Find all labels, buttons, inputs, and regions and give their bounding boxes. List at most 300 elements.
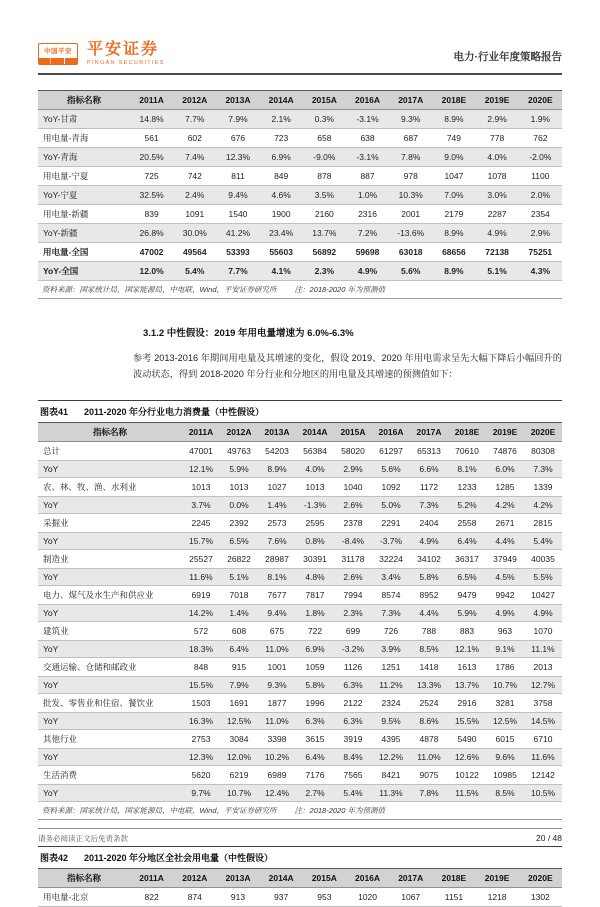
table-cell: 1070 (524, 621, 562, 640)
column-header: 2014A (260, 868, 303, 887)
table-cell: 11.0% (258, 640, 296, 657)
table-cell: 9.0% (432, 147, 475, 166)
table-cell: 4878 (410, 729, 448, 748)
table-province-electricity-continued (38, 90, 562, 281)
table-cell: 7.3% (524, 460, 562, 477)
table-cell: 2815 (524, 513, 562, 532)
table-cell: 36317 (448, 549, 486, 568)
table-cell: 32.5% (130, 185, 173, 204)
table-cell: 8.5% (410, 640, 448, 657)
row-label: YoY (38, 640, 182, 657)
table-cell: 7565 (334, 765, 372, 784)
table-cell: 1339 (524, 477, 562, 496)
table-cell: 4.2% (524, 496, 562, 513)
table-cell: 4.6% (260, 185, 303, 204)
table-cell: 10.5% (524, 784, 562, 801)
table-cell: 2392 (220, 513, 258, 532)
table-cell: 12.2% (372, 748, 410, 765)
table-cell: 7018 (220, 585, 258, 604)
table-cell: 2.9% (476, 109, 519, 128)
table-cell: 676 (216, 128, 259, 147)
table-cell: 70610 (448, 441, 486, 460)
table-cell: 1233 (448, 477, 486, 496)
table-cell: -13.6% (389, 223, 432, 242)
row-label: 生活消费 (38, 765, 182, 784)
table-row (38, 784, 562, 801)
table-cell: 5.1% (220, 568, 258, 585)
table-cell: 839 (130, 204, 173, 223)
column-header: 2013A (216, 868, 259, 887)
table-cell: 53393 (216, 242, 259, 261)
table-row (38, 657, 562, 676)
table-cell: 2753 (182, 729, 220, 748)
table-row (38, 223, 562, 242)
table-cell: 5.4% (334, 784, 372, 801)
table-cell: 41.2% (216, 223, 259, 242)
table-cell: 9.7% (182, 784, 220, 801)
table-cell: 20.5% (130, 147, 173, 166)
column-header: 2011A (182, 422, 220, 441)
table-cell: 687 (389, 128, 432, 147)
table-cell: 887 (346, 166, 389, 185)
table-cell: 2122 (334, 693, 372, 712)
table-cell: 1996 (296, 693, 334, 712)
row-label: YoY-宁夏 (38, 185, 130, 204)
table-row (38, 261, 562, 280)
table-row (38, 128, 562, 147)
column-header: 2016A (346, 90, 389, 109)
table-cell: 11.3% (372, 784, 410, 801)
table-cell: 6219 (220, 765, 258, 784)
table-row (38, 765, 562, 784)
table-cell: 937 (260, 887, 303, 906)
pingan-logo (38, 42, 165, 66)
table-cell: 4.4% (486, 532, 524, 549)
table-cell: 9.5% (372, 712, 410, 729)
table-cell: 0.8% (296, 532, 334, 549)
column-header: 2020E (524, 422, 562, 441)
table-cell: 4.4% (410, 604, 448, 621)
row-label: YoY (38, 604, 182, 621)
table-row (38, 748, 562, 765)
footer-disclaimer: 请务必阅读正文后免责条款 (38, 834, 128, 843)
table-cell: 5620 (182, 765, 220, 784)
page-content (38, 90, 562, 907)
table-cell: 11.5% (448, 784, 486, 801)
table-cell: 2.6% (334, 496, 372, 513)
table-cell: 65313 (410, 441, 448, 460)
column-header: 2018E (448, 422, 486, 441)
table-cell: 5.9% (220, 460, 258, 477)
column-header: 2015A (303, 868, 346, 887)
row-label: 用电量-新疆 (38, 204, 130, 223)
table-cell: 4.0% (476, 147, 519, 166)
table-cell: 3615 (296, 729, 334, 748)
table-cell: 849 (260, 166, 303, 185)
table-row (38, 568, 562, 585)
table-cell: 5.6% (372, 460, 410, 477)
table-cell: 34102 (410, 549, 448, 568)
row-label: 用电量-北京 (38, 887, 130, 906)
table-cell: 1877 (258, 693, 296, 712)
table-cell: 10.7% (486, 676, 524, 693)
table-cell: 8.5% (486, 784, 524, 801)
section-paragraph: 参考 2013-2016 年期间用电量及其增速的变化，假设 2019、2020 年用电需求呈先大幅下降后小幅回升的波动状态，得到 2018-2020 年分行业和分地区的用电量及其增速的预测值如下： (133, 352, 562, 380)
row-label: 电力、煤气及水生产和供应业 (38, 585, 182, 604)
table-cell: 638 (346, 128, 389, 147)
table-cell: 7.2% (346, 223, 389, 242)
table-row (38, 513, 562, 532)
row-label: 交通运输、仓储和邮政业 (38, 657, 182, 676)
table-cell: 18.3% (182, 640, 220, 657)
table-cell: 1092 (372, 477, 410, 496)
table-cell: 0.0% (220, 496, 258, 513)
table-cell: 1078 (476, 166, 519, 185)
table-cell: 13.7% (303, 223, 346, 242)
column-header: 2014A (296, 422, 334, 441)
table-cell: -3.1% (346, 147, 389, 166)
table-row (38, 109, 562, 128)
table-cell: 6.4% (448, 532, 486, 549)
table-cell: 8952 (410, 585, 448, 604)
table-row (38, 204, 562, 223)
table-cell: 15.5% (448, 712, 486, 729)
column-header: 2016A (346, 868, 389, 887)
table-cell: 72138 (476, 242, 519, 261)
table-cell: 7.9% (220, 676, 258, 693)
table-cell: 1091 (173, 204, 216, 223)
table-cell: 726 (372, 621, 410, 640)
table-cell: 2.1% (260, 109, 303, 128)
table-cell: 6.3% (334, 676, 372, 693)
table-cell: 55603 (260, 242, 303, 261)
row-label: YoY (38, 676, 182, 693)
table-row (38, 712, 562, 729)
table-cell: 1013 (296, 477, 334, 496)
table-header-row (38, 422, 562, 441)
table-cell: 1013 (182, 477, 220, 496)
table-cell: 25527 (182, 549, 220, 568)
table-industry-consumption (38, 422, 562, 802)
table-cell: 12.4% (258, 784, 296, 801)
table-cell: 6919 (182, 585, 220, 604)
table-cell: 9.3% (389, 109, 432, 128)
table-cell: 14.5% (524, 712, 562, 729)
table-cell: 7.3% (410, 496, 448, 513)
table-cell: 12.3% (216, 147, 259, 166)
table-cell: 6.5% (220, 532, 258, 549)
table-cell: 74876 (486, 441, 524, 460)
table-cell: 602 (173, 128, 216, 147)
table-cell: 2316 (346, 204, 389, 223)
table-cell: 874 (173, 887, 216, 906)
column-header: 2015A (334, 422, 372, 441)
table-cell: 10122 (448, 765, 486, 784)
column-header: 指标名称 (38, 422, 182, 441)
column-header: 2011A (130, 868, 173, 887)
column-header: 2016A (372, 422, 410, 441)
column-header: 2019E (486, 422, 524, 441)
forecast-note: 注：2018-2020 年为预测值 (294, 284, 385, 294)
table-cell: 7.8% (410, 784, 448, 801)
table-cell: 61297 (372, 441, 410, 460)
column-header: 2018E (432, 90, 475, 109)
table-cell: 11.2% (372, 676, 410, 693)
table-cell: 6.9% (260, 147, 303, 166)
chart41-block (38, 400, 562, 820)
column-header: 指标名称 (38, 868, 130, 887)
table-cell: 742 (173, 166, 216, 185)
chart42-caption (38, 846, 562, 868)
table-cell: 2013 (524, 657, 562, 676)
table-cell: 8421 (372, 765, 410, 784)
table-cell: 1027 (258, 477, 296, 496)
section-312 (133, 325, 562, 383)
table-row (38, 585, 562, 604)
row-label: YoY-全国 (38, 261, 130, 280)
row-label: YoY (38, 532, 182, 549)
table-cell: 848 (182, 657, 220, 676)
table-cell: 10.2% (258, 748, 296, 765)
table-cell: 1613 (448, 657, 486, 676)
table-cell: 8.4% (334, 748, 372, 765)
table-region-consumption (38, 868, 562, 907)
table-cell: 1251 (372, 657, 410, 676)
table-cell: 2.4% (173, 185, 216, 204)
table-cell: 572 (182, 621, 220, 640)
table-cell: 1172 (410, 477, 448, 496)
table-row (38, 887, 562, 906)
brand-subtitle: PINGAN SECURITIES (87, 59, 165, 66)
table-cell: 4395 (372, 729, 410, 748)
table-cell: 11.6% (182, 568, 220, 585)
table-cell: 778 (476, 128, 519, 147)
column-header: 2017A (410, 422, 448, 441)
table-cell: 1302 (519, 887, 562, 906)
table-cell: -3.2% (334, 640, 372, 657)
table-cell: 47001 (182, 441, 220, 460)
table-cell: 749 (432, 128, 475, 147)
table-cell: 9075 (410, 765, 448, 784)
source-note (38, 802, 562, 820)
table-cell: 4.9% (346, 261, 389, 280)
row-label: 总计 (38, 441, 182, 460)
table-cell: 6.4% (296, 748, 334, 765)
table-cell: 1418 (410, 657, 448, 676)
table-cell: 963 (486, 621, 524, 640)
table-cell: 10985 (486, 765, 524, 784)
table-cell: 7.8% (389, 147, 432, 166)
source-note (38, 281, 562, 299)
table-cell: 7.6% (258, 532, 296, 549)
table-row (38, 676, 562, 693)
table-cell: 10.7% (220, 784, 258, 801)
table-cell: 3919 (334, 729, 372, 748)
row-label: 农、林、牧、渔、水利业 (38, 477, 182, 496)
brand-block (87, 42, 165, 66)
table-cell: 6.9% (296, 640, 334, 657)
table-cell: 675 (258, 621, 296, 640)
table-cell: 11.0% (410, 748, 448, 765)
pingan-badge-icon (38, 43, 78, 65)
table-cell: -2.0% (519, 147, 562, 166)
brand-name: 平安证券 (87, 41, 160, 58)
table-cell: 3.4% (372, 568, 410, 585)
table-cell: 9942 (486, 585, 524, 604)
column-header: 2020E (519, 868, 562, 887)
column-header: 2017A (389, 868, 432, 887)
table-cell: 1001 (258, 657, 296, 676)
table-cell: 54203 (258, 441, 296, 460)
table-cell: 1067 (389, 887, 432, 906)
table-cell: 2.7% (296, 784, 334, 801)
chart41-caption-title: 2011-2020 年分行业电力消费量（中性假设） (84, 406, 265, 417)
table-cell: 8574 (372, 585, 410, 604)
table-cell: 2.0% (519, 185, 562, 204)
table-cell: 1040 (334, 477, 372, 496)
table-cell: 2287 (476, 204, 519, 223)
table-cell: 4.3% (519, 261, 562, 280)
table-row (38, 477, 562, 496)
table-cell: 8.9% (258, 460, 296, 477)
table-cell: 59698 (346, 242, 389, 261)
table-cell: 5.6% (389, 261, 432, 280)
table-cell: 6.0% (486, 460, 524, 477)
table-cell: 49564 (173, 242, 216, 261)
table-cell: 6015 (486, 729, 524, 748)
table-cell: -3.7% (372, 532, 410, 549)
column-header: 2019E (476, 90, 519, 109)
table-cell: 12.1% (448, 640, 486, 657)
table-cell: 12.6% (448, 748, 486, 765)
table-cell: 1503 (182, 693, 220, 712)
badge-text: 中国平安 (44, 48, 72, 56)
table-cell: -8.4% (334, 532, 372, 549)
table-cell: 12.1% (182, 460, 220, 477)
table-cell: 7.3% (372, 604, 410, 621)
table-cell: 30.0% (173, 223, 216, 242)
table-cell: 699 (334, 621, 372, 640)
table-cell: 3.9% (372, 640, 410, 657)
row-label: 建筑业 (38, 621, 182, 640)
table-cell: 5.5% (524, 568, 562, 585)
table-cell: 8.1% (448, 460, 486, 477)
table-cell: 7176 (296, 765, 334, 784)
table-cell: 2291 (372, 513, 410, 532)
table-cell: 8.6% (410, 712, 448, 729)
row-label: 其他行业 (38, 729, 182, 748)
table-cell: 5.8% (410, 568, 448, 585)
table-cell: 7.7% (173, 109, 216, 128)
table-cell: 14.2% (182, 604, 220, 621)
table-cell: 8.9% (432, 109, 475, 128)
table-cell: 16.3% (182, 712, 220, 729)
table-cell: 915 (220, 657, 258, 676)
chart42-caption-title: 2011-2020 年分地区全社会用电量（中性假设） (84, 852, 274, 863)
page-header (38, 42, 562, 75)
table-cell: 7817 (296, 585, 334, 604)
table-cell: 658 (303, 128, 346, 147)
table-cell: 1786 (486, 657, 524, 676)
row-label: 采掘业 (38, 513, 182, 532)
table-cell: 3281 (486, 693, 524, 712)
row-label: 用电量-青海 (38, 128, 130, 147)
table-cell: 2671 (486, 513, 524, 532)
table-cell: 5.1% (476, 261, 519, 280)
table-row (38, 549, 562, 568)
table-cell: 12.5% (486, 712, 524, 729)
table-cell: 15.7% (182, 532, 220, 549)
chart42-caption-label: 图表42 (40, 852, 69, 863)
table-cell: 608 (220, 621, 258, 640)
table-cell: 4.1% (260, 261, 303, 280)
column-header: 2017A (389, 90, 432, 109)
table-row (38, 185, 562, 204)
table-cell: 811 (216, 166, 259, 185)
table-cell: 9.3% (258, 676, 296, 693)
row-label: YoY (38, 496, 182, 513)
column-header: 2019E (476, 868, 519, 887)
table-cell: 1.9% (519, 109, 562, 128)
table-cell: 4.9% (524, 604, 562, 621)
table-cell: 2.9% (519, 223, 562, 242)
column-header: 2013A (258, 422, 296, 441)
table-cell: 953 (303, 887, 346, 906)
table-cell: 722 (296, 621, 334, 640)
table-cell: 1047 (432, 166, 475, 185)
chart41-caption (38, 400, 562, 422)
table-cell: 11.6% (524, 748, 562, 765)
table-cell: 762 (519, 128, 562, 147)
table-cell: 1151 (432, 887, 475, 906)
row-label: YoY (38, 712, 182, 729)
column-header: 2012A (173, 90, 216, 109)
column-header: 2020E (519, 90, 562, 109)
table-cell: 1218 (476, 887, 519, 906)
table-cell: 3084 (220, 729, 258, 748)
table-cell: 6.6% (410, 460, 448, 477)
row-label: YoY (38, 568, 182, 585)
table-cell: 15.5% (182, 676, 220, 693)
table-cell: 63018 (389, 242, 432, 261)
table-cell: 80308 (524, 441, 562, 460)
row-label: YoY (38, 748, 182, 765)
table-cell: 3.0% (476, 185, 519, 204)
table-cell: 4.2% (486, 496, 524, 513)
table-cell: -9.0% (303, 147, 346, 166)
table-cell: 1691 (220, 693, 258, 712)
row-label: YoY (38, 460, 182, 477)
table-cell: 1540 (216, 204, 259, 223)
table-cell: 2.6% (334, 568, 372, 585)
table-row (38, 147, 562, 166)
table-cell: 883 (448, 621, 486, 640)
table-cell: 5.9% (448, 604, 486, 621)
column-header: 2012A (173, 868, 216, 887)
table-cell: 31178 (334, 549, 372, 568)
table-cell: 2573 (258, 513, 296, 532)
table-row (38, 532, 562, 549)
report-page (0, 41, 600, 902)
table-cell: 7.7% (216, 261, 259, 280)
table-cell: 561 (130, 128, 173, 147)
table-row (38, 460, 562, 477)
table-cell: 2524 (410, 693, 448, 712)
table-cell: 788 (410, 621, 448, 640)
row-label: 制造业 (38, 549, 182, 568)
row-label: YoY-新疆 (38, 223, 130, 242)
table-cell: 913 (216, 887, 259, 906)
